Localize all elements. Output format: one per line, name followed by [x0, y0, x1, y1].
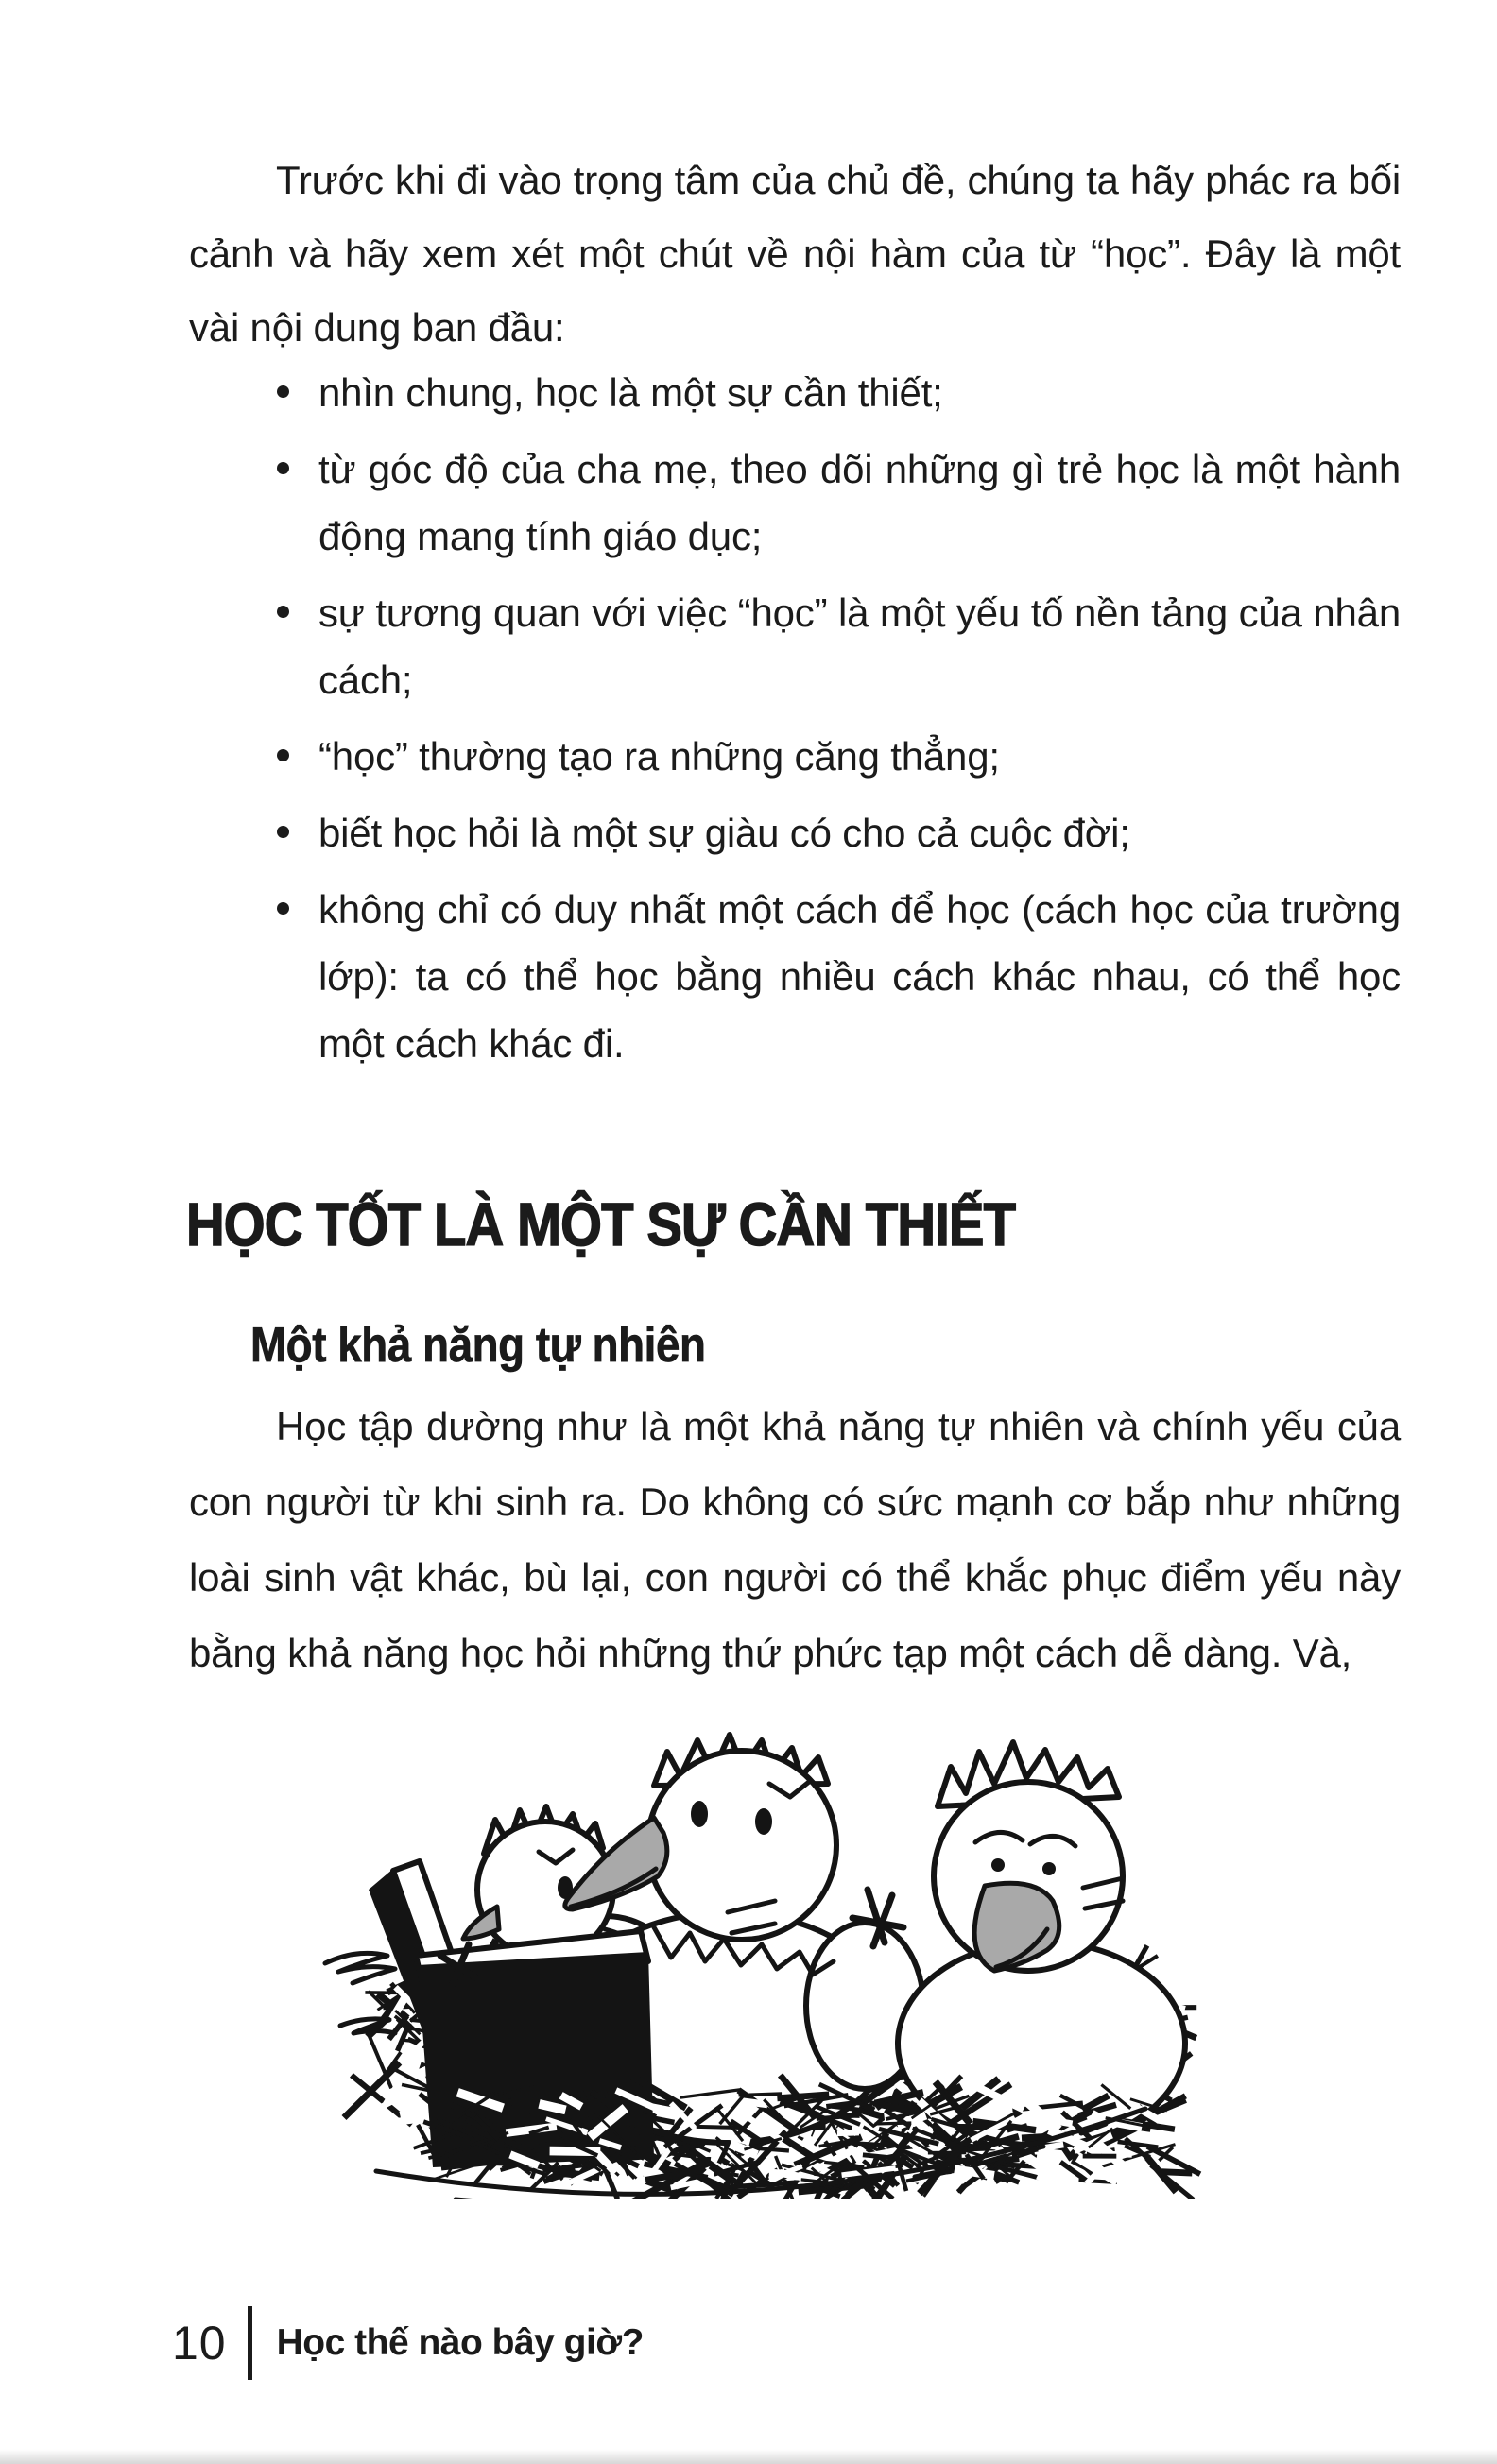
bullet-text: “học” thường tạo ra những căng thẳng;	[318, 734, 1000, 779]
bullet-item	[277, 723, 1401, 790]
bullet-dot-icon	[277, 385, 289, 398]
bullet-dot-icon	[277, 826, 289, 838]
section-heading: HỌC TỐT LÀ MỘT SỰ CẦN THIẾT	[186, 1190, 1016, 1258]
scan-shadow	[0, 2449, 1497, 2464]
bullet-text: biết học hỏi là một sự giàu có cho cả cuộc đời;	[318, 811, 1130, 855]
footer-divider	[248, 2306, 252, 2380]
bullet-item	[277, 799, 1401, 866]
bullet-dot-icon	[277, 606, 289, 618]
bullet-list	[277, 359, 1401, 1087]
bullet-text: từ góc độ của cha mẹ, theo dõi những gì trẻ học là một hành động mang tính giáo dục;	[318, 447, 1401, 558]
intro-paragraph: Trước khi đi vào trọng tâm của chủ đề, chúng ta hãy phác ra bối cảnh và hãy xem xét một chút về nội hàm của từ “học”. Đây là một vài nội dung ban đầu:	[189, 158, 1401, 350]
bullet-text: không chỉ có duy nhất một cách để học (cách học của trường lớp): ta có thể học bằng nhiều cách khác nhau, có thể học một cách khác đi.	[318, 887, 1401, 1066]
footer-book-title: Học thế nào bây giờ?	[276, 2322, 644, 2363]
section-paragraph: Học tập dường như là một khả năng tự nhiên và chính yếu của con người từ khi sinh ra. Do không có sức mạnh cơ bắp như những loài sinh vật khác, bù lại, con người có thể khắc phục điểm yếu này bằng khả năng học hỏi những thứ phức tạp một cách dễ dàng. Và,	[189, 1404, 1401, 1675]
bullet-dot-icon	[277, 902, 289, 915]
chicks-in-nest-illustration	[321, 1727, 1219, 2199]
page-footer	[172, 2305, 644, 2381]
bullet-text: nhìn chung, học là một sự cần thiết;	[318, 370, 943, 415]
bullet-item	[277, 359, 1401, 426]
bullet-item	[277, 876, 1401, 1077]
bullet-dot-icon	[277, 462, 289, 474]
bullet-text: sự tương quan với việc “học” là một yếu tố nền tảng của nhân cách;	[318, 590, 1401, 702]
bullet-item	[277, 436, 1401, 570]
bullet-item	[277, 579, 1401, 713]
section-subheading: Một khả năng tự nhiên	[250, 1318, 706, 1373]
bullet-dot-icon	[277, 749, 289, 761]
page-number: 10	[172, 2317, 227, 2370]
